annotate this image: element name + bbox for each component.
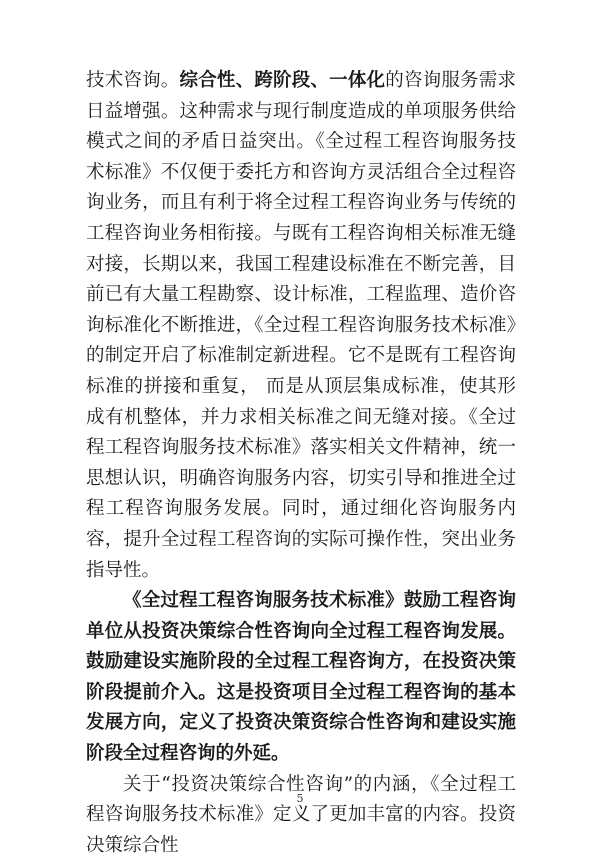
paragraph-1-intro: 技术咨询。 xyxy=(86,70,180,91)
paragraph-1 xyxy=(86,66,516,586)
paragraph-1-rest: 的咨询服务需求日益增强。这种需求与现行制度造成的单项服务供给模式之间的矛盾日益突出。《全过程工程咨询服务技术标准》不仅便于委托方和咨询方灵活组合全过程咨询业务，而且有利于将全过程工程咨询业务与传统的工程咨询业务相衔接。与既有工程咨询相关标准无缝对接，长期以来，我国工程建设标准在不断完善，目前已有大量工程勘察、设计标准，工程监理、造价咨询标准化不断推进，《全过程工程咨询服务技术标准》的制定开启了标准制定新进程。它不是既有工程咨询标准的拼接和重复， 而是从顶层集成标准，使其形成有机整体，并力求相关标准之间无缝对接。《全过程工程咨询服务技术标准》落实相关文件精神，统一思想认识，明确咨询服务内容，切实引导和推进全过程工程咨询服务发展。同时，通过细化咨询服务内容，提升全过程工程咨询的实际可操作性，突出业务指导性。 xyxy=(86,70,516,581)
body-text xyxy=(86,66,516,861)
page-number: 5 xyxy=(296,792,304,805)
paragraph-3: 关于“投资决策综合性咨询”的内涵，《全过程工程咨询服务技术标准》定义了更加丰富的内容。投资决策综合性 xyxy=(86,773,516,856)
paragraph-1-bold-terms: 综合性、跨阶段、一体化 xyxy=(179,70,386,91)
paragraph-2: 《全过程工程咨询服务技术标准》鼓励工程咨询单位从投资决策综合性咨询向全过程工程咨询发展。鼓励建设实施阶段的全过程工程咨询方，在投资决策阶段提前介入。这是投资项目全过程工程咨询的基本发展方向，定义了投资决策资综合性咨询和建设实施阶段全过程咨询的外延。 xyxy=(86,590,516,765)
